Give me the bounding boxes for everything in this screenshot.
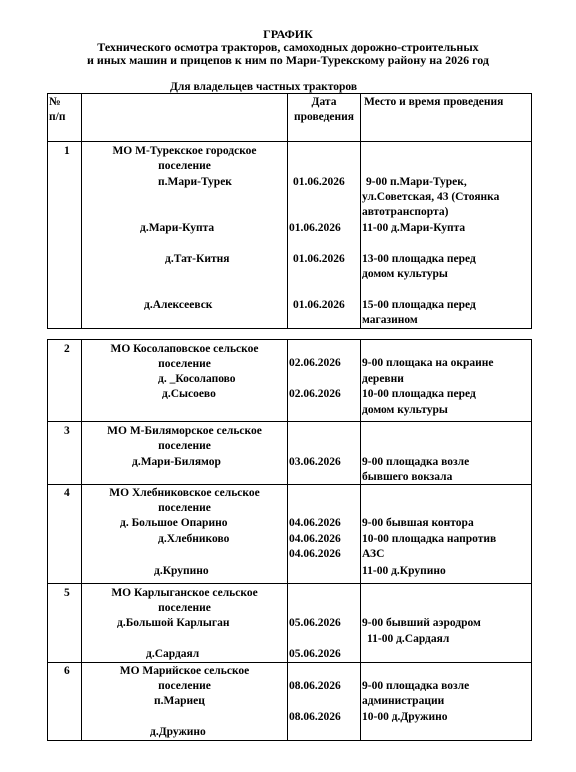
settlement-name: д.Мари-Билямор	[132, 456, 221, 468]
inspection-date: 01.06.2026	[293, 176, 345, 188]
settlement-name: д.Сардаял	[146, 648, 200, 660]
settlement-name: п.Мари-Турек	[158, 176, 232, 188]
municipality-name-2: поселение	[158, 440, 211, 452]
row-number: 2	[64, 343, 70, 355]
inspection-date: 03.06.2026	[289, 456, 341, 468]
inspection-date: 08.06.2026	[289, 711, 341, 723]
municipality-name: МО Марийское сельское	[119, 665, 250, 677]
municipality-name: МО М-Турекское городское	[112, 145, 257, 157]
place-text: администрации	[362, 695, 445, 707]
settlement-name: д.Тат-Китня	[165, 253, 230, 265]
place-text: 9-00 площадка возле	[362, 680, 470, 692]
municipality-name-2: поселение	[158, 160, 211, 172]
settlement-name: п.Мариец	[154, 695, 205, 707]
column-header-number-2: п/п	[49, 111, 66, 123]
row-number: 3	[64, 425, 70, 437]
column-header-place: Место и время проведения	[364, 96, 504, 108]
inspection-date: 05.06.2026	[289, 648, 341, 660]
settlement-name: д.Алексеевск	[144, 299, 213, 311]
section-heading: Для владельцев частных тракторов	[170, 81, 358, 93]
settlement-name: д.Дружино	[150, 726, 206, 738]
row-number: 4	[64, 487, 70, 499]
document-subtitle-line-1: Технического осмотра тракторов, самоходных дорожно-строительных	[97, 40, 479, 54]
inspection-date: 04.06.2026	[289, 517, 341, 529]
place-text: 9-00 бывшая контора	[362, 517, 474, 529]
settlement-name: д. _Косолапово	[158, 373, 236, 385]
settlement-name: д.Хлебниково	[158, 533, 230, 545]
place-text: 9-00 площака на окраине	[362, 357, 494, 369]
column-header-date: Дата	[311, 96, 337, 108]
place-text: 10-00 д.Дружино	[362, 711, 448, 723]
place-text: 15-00 площадка перед	[362, 299, 476, 311]
settlement-name: д.Мари-Купта	[140, 222, 215, 234]
inspection-date: 01.06.2026	[293, 253, 345, 265]
place-text: АЗС	[362, 548, 385, 560]
inspection-date: 05.06.2026	[289, 617, 341, 629]
inspection-date: 01.06.2026	[293, 299, 345, 311]
place-text: 11-00 д.Крупино	[362, 565, 446, 577]
municipality-name-2: поселение	[158, 502, 211, 514]
row-number: 6	[64, 665, 70, 677]
settlement-name: д.Крупино	[154, 565, 209, 577]
municipality-name: МО Карлыганское сельское	[111, 587, 258, 599]
municipality-name: МО М-Биляморское сельское	[107, 425, 262, 437]
municipality-name-2: поселение	[158, 358, 211, 370]
document-title: ГРАФИК	[263, 27, 313, 41]
place-text: ул.Советская, 43 (Стоянка	[362, 191, 500, 203]
place-text: автотранспорта)	[362, 206, 449, 218]
place-text: 9-00 площадка возле	[362, 456, 470, 468]
place-text: 11-00 д.Сардаял	[367, 633, 450, 645]
place-text: 10-00 площадка напротив	[362, 533, 497, 545]
place-text: 9-00 п.Мари-Турек,	[366, 176, 467, 188]
place-text: домом культуры	[362, 268, 448, 280]
settlement-name: д.Большой Карлыган	[117, 617, 230, 629]
municipality-name: МО Хлебниковское сельское	[109, 487, 260, 499]
column-header-number: №	[49, 96, 61, 108]
place-text: 10-00 площадка перед	[362, 388, 476, 400]
place-text: 9-00 бывший аэродром	[362, 617, 481, 629]
place-text: 11-00 д.Мари-Купта	[362, 222, 466, 234]
inspection-date: 04.06.2026	[289, 533, 341, 545]
municipality-name-2: поселение	[158, 680, 211, 692]
place-text: бывшего вокзала	[362, 471, 453, 483]
inspection-date: 02.06.2026	[289, 357, 341, 369]
document-subtitle-line-2: и иных машин и прицепов к ним по Мари-Турекскому району на 2026 год	[87, 53, 489, 67]
place-text: магазином	[362, 314, 418, 326]
inspection-date: 02.06.2026	[289, 388, 341, 400]
settlement-name: д. Большое Опарино	[120, 517, 228, 529]
place-text: деревни	[362, 373, 404, 385]
inspection-date: 08.06.2026	[289, 680, 341, 692]
place-text: 13-00 площадка перед	[362, 253, 476, 265]
inspection-date: 01.06.2026	[289, 222, 341, 234]
settlement-name: д.Сысоево	[162, 388, 216, 400]
inspection-date: 04.06.2026	[289, 548, 341, 560]
row-number: 5	[64, 587, 70, 599]
column-header-date-2: проведения	[293, 111, 355, 123]
row-number: 1	[64, 145, 70, 157]
municipality-name: МО Косолаповское сельское	[110, 343, 259, 355]
place-text: домом культуры	[362, 404, 448, 416]
municipality-name-2: поселение	[158, 602, 211, 614]
